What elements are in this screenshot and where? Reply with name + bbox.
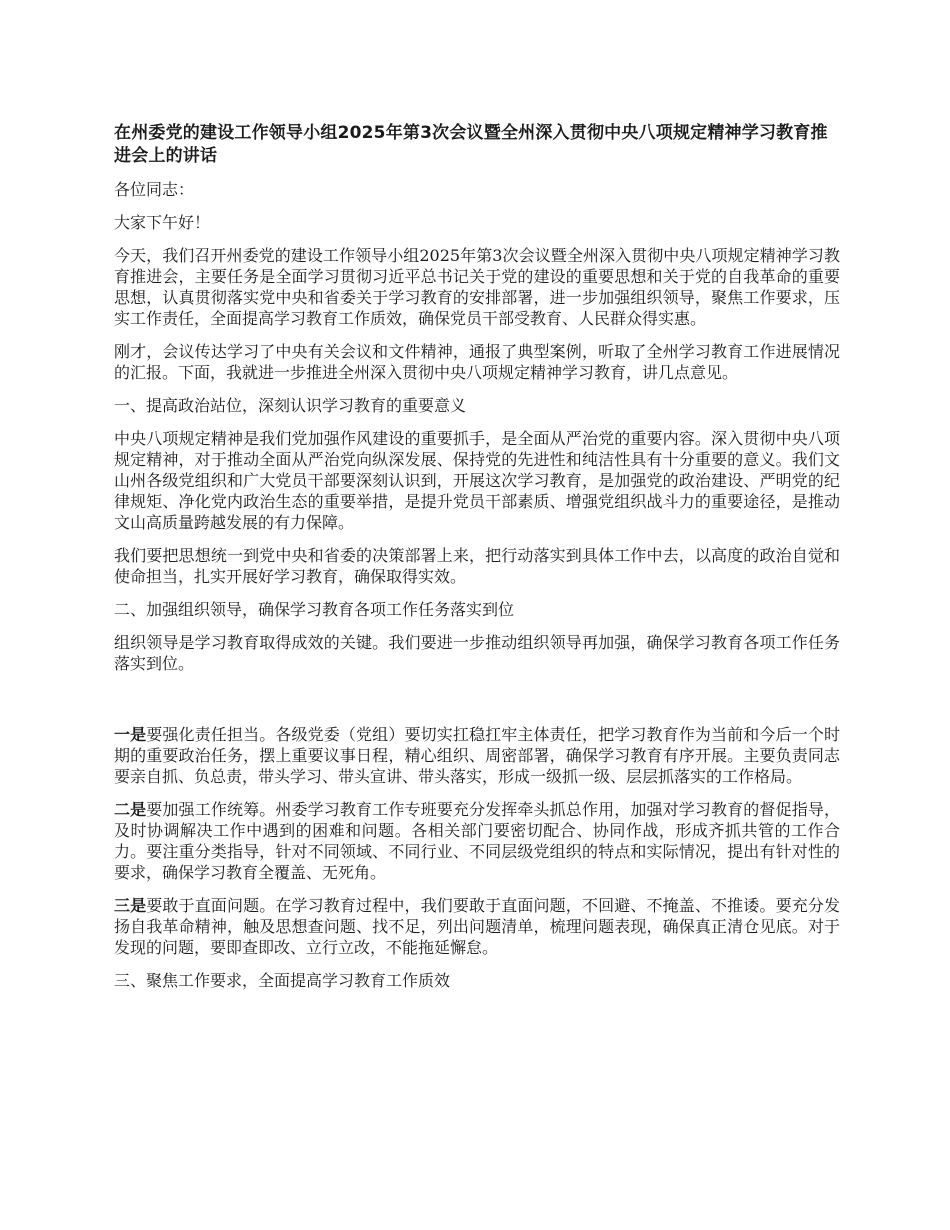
item-text: 要加强工作统筹。州委学习教育工作专班要充分发挥牵头抓总作用，加强对学习教育的督促指导，及时协调解决工作中遇到的困难和问题。各相关部门要密切配合、协同作战，形成齐抓共管的工作合力。要注重分类指导，针对不同领域、不同行业、不同层级党组织的特点和实际情况，提出有针对性的要求，确保学习教育全覆盖、无死角。 [114,800,840,882]
salutation: 各位同志： [114,180,195,199]
section-heading-3: 三、聚焦工作要求，全面提高学习教育工作质效 [114,971,451,990]
greeting: 大家下午好！ [114,213,211,232]
section2-item-1 [114,724,840,787]
section-heading-2: 二、加强组织领导，确保学习教育各项工作任务落实到位 [114,600,515,619]
section1-paragraph: 中央八项规定精神是我们党加强作风建设的重要抓手，是全面从严治党的重要内容。深入贯彻中央八项规定精神，对于推动全面从严治党向纵深发展、保持党的先进性和纯洁性具有十分重要的意义。我们文山州各级党组织和广大党员干部要深刻认识到，开展这次学习教育，是加强党的政治建设、严明党的纪律规矩、净化党内政治生态的重要举措，是提升党员干部素质、增强党组织战斗力的重要途径，是推动文山高质量跨越发展的有力保障。 [114,429,840,532]
item-text: 要敢于直面问题。在学习教育过程中，我们要敢于直面问题，不回避、不掩盖、不推诿。要充分发扬自我革命精神，触及思想查问题、找不足，列出问题清单，梳理问题表现，确保真正清仓见底。对于发现的问题，要即查即改、立行立改，不能拖延懈怠。 [114,896,840,957]
section1-paragraph: 我们要把思想统一到党中央和省委的决策部署上来，把行动落实到具体工作中去，以高度的政治自觉和使命担当，扎实开展好学习教育，确保取得实效。 [114,546,840,586]
document-title: 在州委党的建设工作领导小组2025年第3次会议暨全州深入贯彻中央八项规定精神学习教育推进会上的讲话 [114,123,828,166]
intro-paragraph: 今天，我们召开州委党的建设工作领导小组2025年第3次会议暨全州深入贯彻中央八项规定精神学习教育推进会，主要任务是全面学习贯彻习近平总书记关于党的建设的重要思想和关于党的自我革命的重要思想，认真贯彻落实党中央和省委关于学习教育的安排部署，进一步加强组织领导，聚焦工作要求，压实工作责任，全面提高学习教育工作质效，确保党员干部受教育、人民群众得实惠。 [114,246,840,328]
item-lead: 三是 [114,896,147,915]
item-lead: 二是 [114,800,147,819]
section2-item-3 [114,895,840,958]
item-lead: 一是 [114,725,147,744]
section-heading-1: 一、提高政治站位，深刻认识学习教育的重要意义 [114,396,467,415]
blank-space [114,686,840,724]
intro-paragraph: 刚才，会议传达学习了中央有关会议和文件精神，通报了典型案例，听取了全州学习教育工作进展情况的汇报。下面，我就进一步推进全州深入贯彻中央八项规定精神学习教育，讲几点意见。 [114,342,840,382]
section2-item-2 [114,799,840,883]
item-text: 要强化责任担当。各级党委（党组）要切实扛稳扛牢主体责任，把学习教育作为当前和今后一个时期的重要政治任务，摆上重要议事日程，精心组织、周密部署，确保学习教育有序开展。主要负责同志要亲自抓、负总责，带头学习、带头宣讲、带头落实，形成一级抓一级、层层抓落实的工作格局。 [114,725,840,786]
section2-intro: 组织领导是学习教育取得成效的关键。我们要进一步推动组织领导再加强，确保学习教育各项工作任务落实到位。 [114,633,840,673]
document-page [114,122,840,1003]
